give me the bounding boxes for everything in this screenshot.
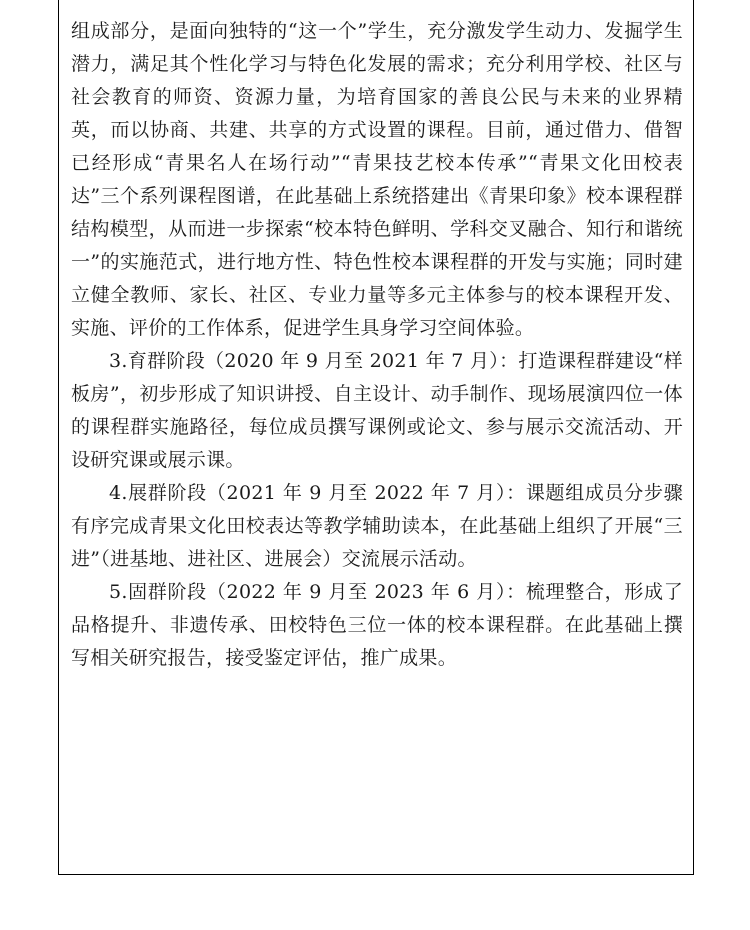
document-body — [71, 15, 683, 675]
document-frame — [58, 0, 694, 875]
paragraph-stage-4: 4.展群阶段（2021 年 9 月至 2022 年 7 月）：课题组成员分步骤有序完成青果文化田校表达等教学辅助读本，在此基础上组织了开展“三进”（进基地、进社区、进展会）交流展示活动。 — [71, 482, 683, 570]
paragraph-continuation: 组成部分，是面向独特的“这一个”学生，充分激发学生动力、发掘学生潜力，满足其个性化学习与特色化发展的需求；充分利用学校、社区与社会教育的师资、资源力量，为培育国家的善良公民与未来的业界精英，而以协商、共建、共享的方式设置的课程。目前，通过借力、借智已经形成“青果名人在场行动”“青果技艺校本传承”“青果文化田校表达”三个系列课程图谱，在此基础上系统搭建出《青果印象》校本课程群结构模型，从而进一步探索“校本特色鲜明、学科交叉融合、知行和谐统一”的实施范式，进行地方性、特色性校本课程群的开发与实施；同时建立健全教师、家长、社区、专业力量等多元主体参与的校本课程开发、实施、评价的工作体系，促进学生具身学习空间体验。 — [71, 20, 683, 339]
paragraph-stage-3: 3.育群阶段（2020 年 9 月至 2021 年 7 月）：打造课程群建设“样板房”，初步形成了知识讲授、自主设计、动手制作、现场展演四位一体的课程群实施路径，每位成员撰写课例或论文、参与展示交流活动、开设研究课或展示课。 — [71, 350, 683, 471]
paragraph-stage-5: 5.固群阶段（2022 年 9 月至 2023 年 6 月）：梳理整合，形成了品格提升、非遗传承、田校特色三位一体的校本课程群。在此基础上撰写相关研究报告，接受鉴定评估，推广成果。 — [71, 581, 683, 669]
